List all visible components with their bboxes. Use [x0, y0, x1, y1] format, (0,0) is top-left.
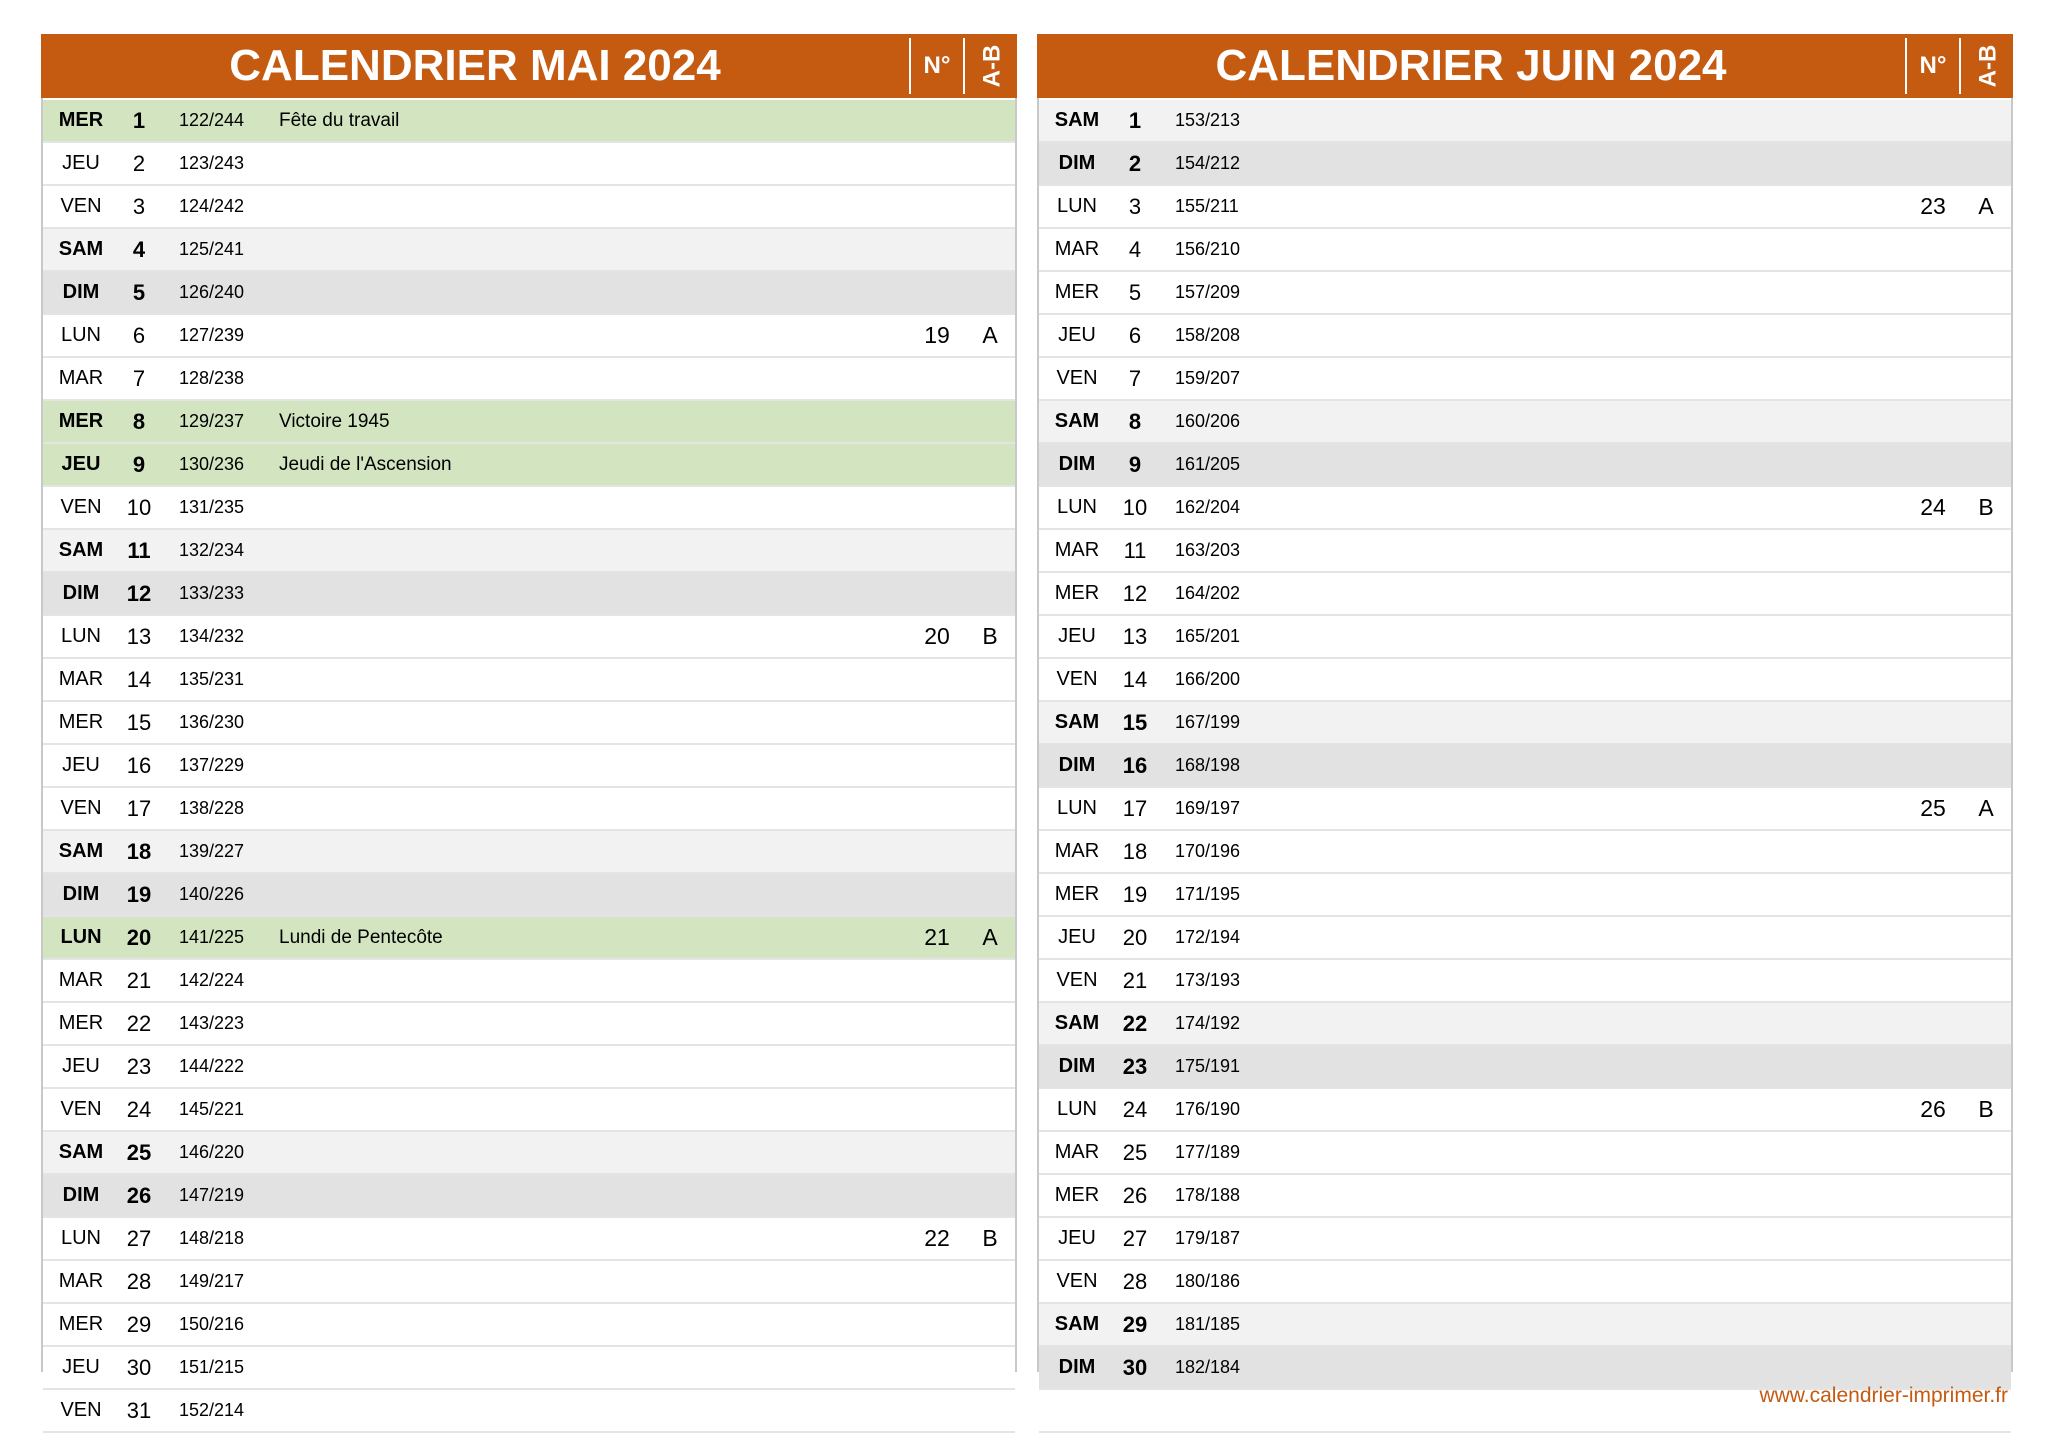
day-row	[1039, 186, 2011, 229]
day-number: 5	[132, 280, 146, 305]
weekday-label: VEN	[60, 1098, 102, 1120]
day-number: 9	[1128, 452, 1142, 477]
day-row	[43, 874, 1015, 917]
footer-url[interactable]: www.calendrier-imprimer.fr	[1759, 1384, 2008, 1407]
weekday-label: SAM	[1054, 109, 1100, 131]
ab-week: B	[1978, 494, 1994, 520]
holiday-label: Jeudi de l'Ascension	[279, 454, 452, 475]
day-row	[1039, 358, 2011, 401]
day-of-year: 167/199	[1175, 712, 1241, 732]
week-number: 21	[924, 924, 950, 950]
weekday-label: DIM	[1058, 453, 1096, 475]
weekday-label: MER	[1054, 883, 1100, 905]
day-number: 27	[1122, 1226, 1148, 1251]
month-may	[41, 34, 1017, 1423]
week-number: 26	[1920, 1096, 1946, 1122]
week-number: 22	[924, 1225, 950, 1251]
day-of-year: 151/215	[179, 1357, 245, 1377]
day-row	[43, 358, 1015, 401]
day-rows	[1039, 100, 2011, 1433]
day-of-year: 159/207	[1175, 368, 1241, 388]
day-of-year: 123/243	[179, 153, 245, 173]
day-number: 14	[126, 667, 152, 692]
day-of-year: 169/197	[1175, 798, 1241, 818]
day-row	[1039, 1046, 2011, 1089]
ab-week: A	[1978, 795, 1994, 821]
week-number-header: N°	[1905, 38, 1959, 94]
day-of-year: 144/222	[179, 1056, 245, 1076]
weekday-label: SAM	[1054, 410, 1100, 432]
weekday-label: VEN	[1056, 1270, 1098, 1292]
day-row	[43, 229, 1015, 272]
day-row	[1039, 444, 2011, 487]
month-header	[1037, 34, 2013, 98]
day-of-year: 177/189	[1175, 1142, 1241, 1162]
day-of-year: 122/244	[179, 110, 245, 130]
month-title: CALENDRIER MAI 2024	[229, 41, 721, 90]
weekday-label: JEU	[1058, 1227, 1096, 1249]
day-number: 2	[1128, 151, 1142, 176]
day-of-year: 124/242	[179, 196, 245, 216]
day-number: 31	[126, 1398, 152, 1423]
day-row	[1039, 1089, 2011, 1132]
day-row	[43, 573, 1015, 616]
day-of-year: 163/203	[1175, 540, 1241, 560]
day-row	[43, 659, 1015, 702]
day-of-year: 146/220	[179, 1142, 245, 1162]
day-number: 8	[1128, 409, 1142, 434]
weekday-label: MER	[58, 1313, 104, 1335]
day-of-year: 157/209	[1175, 282, 1241, 302]
day-row	[43, 831, 1015, 874]
day-of-year: 147/219	[179, 1185, 245, 1205]
day-number: 23	[126, 1054, 152, 1079]
day-row	[1039, 487, 2011, 530]
weekday-label: DIM	[62, 582, 100, 604]
month-header	[41, 34, 1017, 98]
weekday-label: MAR	[1054, 840, 1100, 862]
day-number: 1	[1128, 108, 1142, 133]
day-of-year: 168/198	[1175, 755, 1241, 775]
month-june	[1037, 34, 2013, 1380]
weekday-label: VEN	[60, 797, 102, 819]
day-row	[43, 702, 1015, 745]
day-row	[1039, 100, 2011, 143]
day-of-year: 130/236	[179, 454, 245, 474]
weekday-label: SAM	[58, 539, 104, 561]
month-title: CALENDRIER JUIN 2024	[1215, 41, 1727, 90]
day-number: 18	[1122, 839, 1148, 864]
ab-week-header: A-B	[1959, 38, 2015, 94]
weekday-label: LUN	[60, 1227, 101, 1249]
day-row	[43, 1003, 1015, 1046]
weekday-label: MER	[1054, 1184, 1100, 1206]
weekday-label: VEN	[1056, 668, 1098, 690]
holiday-label: Fête du travail	[279, 110, 400, 131]
day-row	[43, 745, 1015, 788]
day-of-year: 140/226	[179, 884, 245, 904]
day-of-year: 156/210	[1175, 239, 1241, 259]
day-row	[43, 616, 1015, 659]
week-number: 24	[1920, 494, 1946, 520]
day-number: 29	[1122, 1312, 1148, 1337]
day-number: 14	[1122, 667, 1148, 692]
day-number: 24	[1122, 1097, 1148, 1122]
weekday-label: JEU	[1058, 324, 1096, 346]
day-number: 20	[126, 925, 152, 950]
day-number: 21	[1122, 968, 1148, 993]
week-number-header: N°	[909, 38, 963, 94]
day-of-year: 173/193	[1175, 970, 1241, 990]
weekday-label: DIM	[62, 1184, 100, 1206]
day-row	[1039, 1304, 2011, 1347]
day-of-year: 136/230	[179, 712, 245, 732]
weekday-label: SAM	[1054, 1012, 1100, 1034]
day-number: 25	[126, 1140, 152, 1165]
day-row	[43, 186, 1015, 229]
day-number: 4	[132, 237, 146, 262]
day-of-year: 153/213	[1175, 110, 1241, 130]
day-row	[1039, 143, 2011, 186]
day-of-year: 170/196	[1175, 841, 1241, 861]
weekday-label: DIM	[1058, 1055, 1096, 1077]
ab-week: A	[982, 924, 998, 950]
day-number: 9	[132, 452, 146, 477]
weekday-label: LUN	[1056, 496, 1097, 518]
day-row	[1039, 659, 2011, 702]
day-number: 30	[1122, 1355, 1148, 1380]
day-of-year: 141/225	[179, 927, 245, 947]
day-number: 10	[1122, 495, 1148, 520]
day-number: 26	[126, 1183, 152, 1208]
day-row	[43, 1175, 1015, 1218]
weekday-label: DIM	[1058, 152, 1096, 174]
weekday-label: MER	[1054, 582, 1100, 604]
day-of-year: 179/187	[1175, 1228, 1241, 1248]
week-number: 25	[1920, 795, 1946, 821]
day-row	[43, 1304, 1015, 1347]
day-row	[43, 1132, 1015, 1175]
day-row	[1039, 745, 2011, 788]
weekday-label: DIM	[62, 281, 100, 303]
day-row	[43, 1046, 1015, 1089]
day-number: 23	[1122, 1054, 1148, 1079]
day-of-year: 172/194	[1175, 927, 1241, 947]
day-number: 28	[126, 1269, 152, 1294]
day-row	[1039, 1218, 2011, 1261]
day-number: 15	[126, 710, 152, 735]
day-of-year: 131/235	[179, 497, 245, 517]
day-of-year: 174/192	[1175, 1013, 1241, 1033]
weekday-label: LUN	[60, 625, 101, 647]
day-number: 22	[1122, 1011, 1148, 1036]
day-number: 3	[1128, 194, 1142, 219]
day-row	[43, 143, 1015, 186]
day-of-year: 143/223	[179, 1013, 245, 1033]
day-of-year: 152/214	[179, 1400, 245, 1420]
holiday-label: Lundi de Pentecôte	[279, 927, 443, 948]
day-rows	[43, 100, 1015, 1433]
weekday-label: JEU	[62, 1055, 100, 1077]
weekday-label: VEN	[1056, 367, 1098, 389]
weekday-label: MER	[58, 1012, 104, 1034]
ab-week: B	[982, 623, 998, 649]
weekday-label: JEU	[62, 754, 100, 776]
weekday-label: MAR	[58, 1270, 104, 1292]
day-of-year: 134/232	[179, 626, 245, 646]
day-number: 22	[126, 1011, 152, 1036]
day-number: 4	[1128, 237, 1142, 262]
day-of-year: 126/240	[179, 282, 245, 302]
day-of-year: 132/234	[179, 540, 245, 560]
weekday-label: SAM	[58, 238, 104, 260]
day-number: 17	[126, 796, 152, 821]
day-row	[43, 272, 1015, 315]
weekday-label: DIM	[1058, 1356, 1096, 1378]
day-number: 12	[1122, 581, 1148, 606]
day-of-year: 129/237	[179, 411, 245, 431]
day-of-year: 171/195	[1175, 884, 1241, 904]
day-row	[1039, 1003, 2011, 1046]
weekday-label: MER	[58, 711, 104, 733]
day-row	[43, 1390, 1015, 1433]
holiday-label: Victoire 1945	[279, 411, 390, 432]
day-number: 15	[1122, 710, 1148, 735]
day-row	[1039, 315, 2011, 358]
weekday-label: MAR	[1054, 1141, 1100, 1163]
day-number: 6	[1128, 323, 1142, 348]
day-row	[1039, 1261, 2011, 1304]
weekday-label: LUN	[60, 926, 102, 948]
day-number: 7	[132, 366, 146, 391]
weekday-label: JEU	[61, 453, 101, 475]
day-row	[43, 401, 1015, 444]
day-row	[43, 530, 1015, 573]
day-of-year: 142/224	[179, 970, 245, 990]
day-row	[1039, 831, 2011, 874]
day-of-year: 155/211	[1175, 196, 1239, 216]
day-of-year: 162/204	[1175, 497, 1241, 517]
day-row	[1039, 788, 2011, 831]
weekday-label: SAM	[1054, 1313, 1100, 1335]
day-row	[1039, 530, 2011, 573]
weekday-label: LUN	[1056, 195, 1097, 217]
day-of-year: 139/227	[179, 841, 245, 861]
day-number: 6	[132, 323, 146, 348]
day-of-year: 165/201	[1175, 626, 1241, 646]
day-number: 26	[1122, 1183, 1148, 1208]
day-of-year: 164/202	[1175, 583, 1241, 603]
day-row	[43, 487, 1015, 530]
day-row	[43, 917, 1015, 960]
weekday-label: SAM	[1054, 711, 1100, 733]
day-of-year: 166/200	[1175, 669, 1241, 689]
day-row	[1039, 874, 2011, 917]
weekday-label: VEN	[60, 496, 102, 518]
day-row	[43, 960, 1015, 1003]
ab-week: A	[982, 322, 998, 348]
week-number: 23	[1920, 193, 1946, 219]
day-row	[1039, 573, 2011, 616]
weekday-label: MER	[1054, 281, 1100, 303]
weekday-label: MER	[58, 410, 104, 432]
day-of-year: 154/212	[1175, 153, 1241, 173]
day-of-year: 150/216	[179, 1314, 245, 1334]
weekday-label: SAM	[58, 1141, 104, 1163]
day-of-year: 149/217	[179, 1271, 245, 1291]
weekday-label: LUN	[1056, 1098, 1097, 1120]
day-row	[1039, 917, 2011, 960]
day-number: 24	[126, 1097, 152, 1122]
weekday-label: VEN	[1056, 969, 1098, 991]
day-number: 10	[126, 495, 152, 520]
day-number: 3	[132, 194, 146, 219]
day-number: 29	[126, 1312, 152, 1337]
day-row	[43, 1347, 1015, 1390]
weekday-label: DIM	[1058, 754, 1096, 776]
weekday-label: VEN	[60, 1399, 102, 1421]
day-of-year: 145/221	[179, 1099, 245, 1119]
day-number: 17	[1122, 796, 1148, 821]
day-row	[1039, 616, 2011, 659]
day-row	[1039, 1132, 2011, 1175]
weekday-label: MAR	[58, 367, 104, 389]
day-row	[1039, 960, 2011, 1003]
day-number: 21	[126, 968, 152, 993]
day-number: 11	[1123, 538, 1147, 563]
day-of-year: 133/233	[179, 583, 245, 603]
day-of-year: 161/205	[1175, 454, 1241, 474]
weekday-label: LUN	[1056, 797, 1097, 819]
ab-week-header: A-B	[963, 38, 1019, 94]
day-row	[43, 1261, 1015, 1304]
day-of-year: 137/229	[179, 755, 245, 775]
day-of-year: 180/186	[1175, 1271, 1241, 1291]
weekday-label: JEU	[1058, 625, 1096, 647]
day-number: 11	[127, 538, 151, 563]
weekday-label: VEN	[60, 195, 102, 217]
day-number: 12	[126, 581, 152, 606]
weekday-label: LUN	[60, 324, 101, 346]
day-number: 13	[126, 624, 152, 649]
day-of-year: 148/218	[179, 1228, 245, 1248]
day-row	[1039, 702, 2011, 745]
day-row	[43, 100, 1015, 143]
day-number: 5	[1128, 280, 1142, 305]
weekday-label: JEU	[62, 1356, 100, 1378]
day-number: 25	[1122, 1140, 1148, 1165]
day-row	[43, 315, 1015, 358]
day-number: 30	[126, 1355, 152, 1380]
weekday-label: JEU	[62, 152, 100, 174]
weekday-label: SAM	[58, 840, 104, 862]
day-row	[43, 1218, 1015, 1261]
day-row	[43, 1089, 1015, 1132]
day-number: 13	[1122, 624, 1148, 649]
weekday-label: JEU	[1058, 926, 1096, 948]
week-number: 19	[924, 322, 950, 348]
day-number: 19	[1122, 882, 1148, 907]
ab-week: B	[1978, 1096, 1994, 1122]
day-number: 20	[1122, 925, 1148, 950]
day-row	[43, 444, 1015, 487]
weekday-label: MAR	[58, 668, 104, 690]
day-of-year: 160/206	[1175, 411, 1241, 431]
day-of-year: 176/190	[1175, 1099, 1241, 1119]
day-of-year: 178/188	[1175, 1185, 1241, 1205]
weekday-label: DIM	[62, 883, 100, 905]
day-number: 27	[126, 1226, 152, 1251]
day-of-year: 181/185	[1175, 1314, 1241, 1334]
day-number: 2	[132, 151, 146, 176]
ab-week: A	[1978, 193, 1994, 219]
day-of-year: 128/238	[179, 368, 245, 388]
weekday-label: MAR	[1054, 539, 1100, 561]
day-number: 18	[126, 839, 152, 864]
day-number: 16	[126, 753, 152, 778]
day-row	[1039, 401, 2011, 444]
ab-week: B	[982, 1225, 998, 1251]
day-of-year: 138/228	[179, 798, 245, 818]
day-number: 16	[1122, 753, 1148, 778]
day-of-year: 175/191	[1175, 1056, 1241, 1076]
weekday-label: MAR	[58, 969, 104, 991]
day-number: 8	[132, 409, 146, 434]
weekday-label: MER	[58, 109, 104, 131]
day-of-year: 125/241	[179, 239, 245, 259]
day-row	[1039, 272, 2011, 315]
day-number: 1	[132, 108, 146, 133]
day-row	[1039, 1175, 2011, 1218]
week-number: 20	[924, 623, 950, 649]
day-row	[43, 788, 1015, 831]
day-number: 7	[1128, 366, 1142, 391]
day-row	[1039, 229, 2011, 272]
day-number: 28	[1122, 1269, 1148, 1294]
day-of-year: 158/208	[1175, 325, 1241, 345]
day-of-year: 127/239	[179, 325, 245, 345]
day-of-year: 135/231	[179, 669, 245, 689]
weekday-label: MAR	[1054, 238, 1100, 260]
day-of-year: 182/184	[1175, 1357, 1241, 1377]
day-number: 19	[126, 882, 152, 907]
